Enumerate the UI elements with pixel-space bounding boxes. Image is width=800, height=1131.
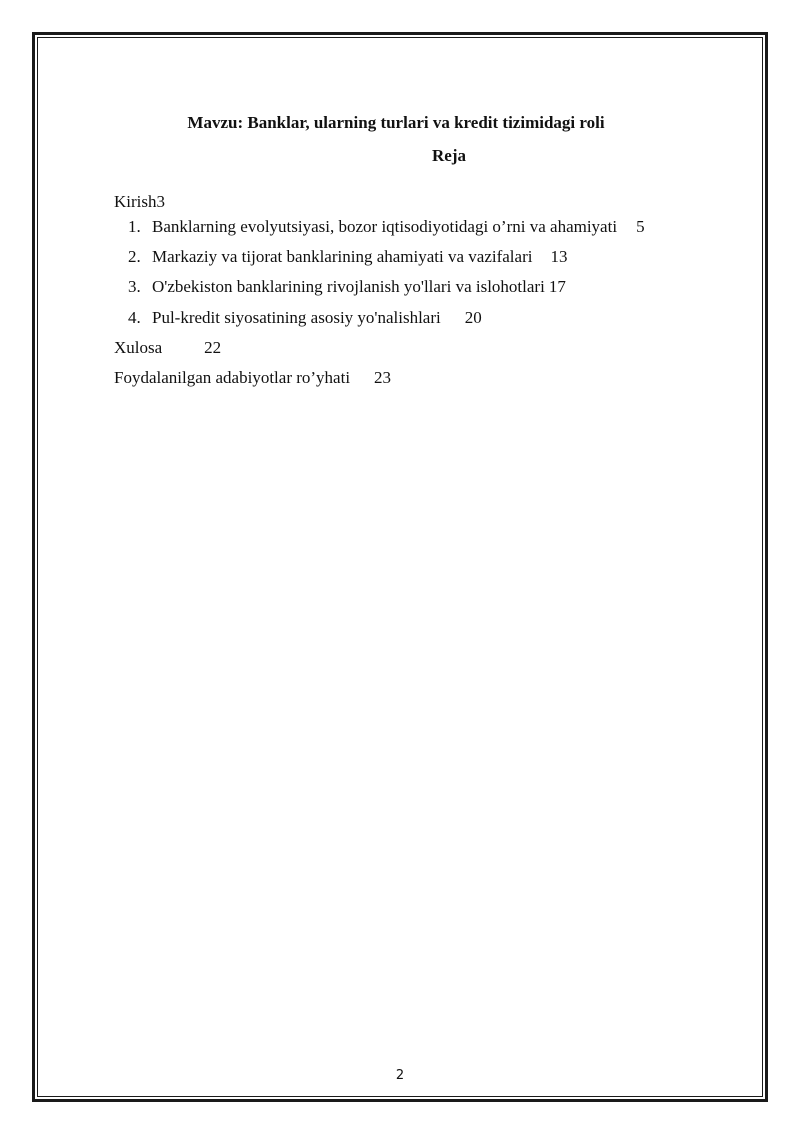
references-line <box>114 367 391 389</box>
toc-item-2 <box>128 246 567 268</box>
toc-item-page: 5 <box>636 217 645 236</box>
conclusion-page: 22 <box>204 338 222 357</box>
toc-item-number: 4. <box>128 308 141 327</box>
toc-item-text: O'zbekiston banklarining rivojlanish yo'llari va islohotlari <box>152 277 545 296</box>
page-number: 2 <box>395 1068 405 1083</box>
toc-item-number: 1. <box>128 217 141 236</box>
toc-item-3 <box>128 276 566 298</box>
toc-item-page: 20 <box>464 308 482 327</box>
toc-item-text: Pul-kredit siyosatining asosiy yo'nalishlari <box>152 308 441 327</box>
toc-item-page: 17 <box>548 277 566 296</box>
plan-heading: Reja <box>432 146 466 165</box>
intro-line: Kirish3 <box>114 192 165 211</box>
toc-item-4 <box>128 307 482 329</box>
conclusion-text: Xulosa <box>114 338 163 357</box>
document-title-text: Mavzu: Banklar, ularning turlari va kredit tizimidagi roli <box>187 113 605 132</box>
toc-item-text: Banklarning evolyutsiyasi, bozor iqtisodiyotidagi o’rni va ahamiyati <box>152 217 618 236</box>
references-text: Foydalanilgan adabiyotlar ro’yhati <box>114 368 351 387</box>
toc-item-number: 3. <box>128 277 141 296</box>
toc-item-text: Markaziy va tijorat banklarining ahamiyati va vazifalari <box>152 247 533 266</box>
toc-item-1 <box>128 216 645 238</box>
conclusion-line <box>114 337 221 359</box>
toc-item-number: 2. <box>128 247 141 266</box>
document-title <box>0 112 800 134</box>
references-page: 23 <box>374 368 392 387</box>
toc-item-page: 13 <box>550 247 568 266</box>
